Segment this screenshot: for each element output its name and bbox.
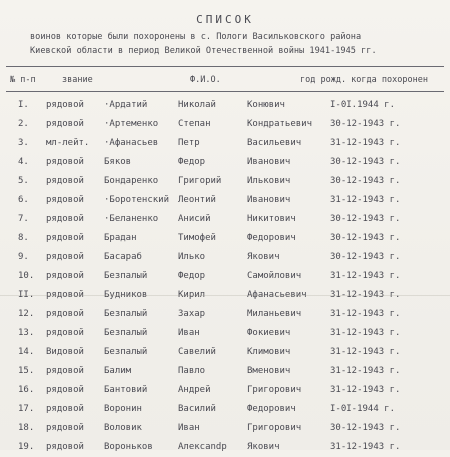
row-rank: рядовой	[46, 328, 84, 338]
row-number: I.	[18, 100, 29, 110]
row-burial-date: 31-12-1943 г.	[330, 290, 401, 300]
header-number: № п-п	[10, 75, 36, 85]
row-first-name: Николай	[178, 100, 216, 110]
row-rank: мл-лейт.	[46, 138, 90, 148]
row-number: 12.	[18, 309, 35, 319]
list-item	[0, 96, 450, 115]
row-rank: рядовой	[46, 176, 84, 186]
row-first-name: Тимофей	[178, 233, 216, 243]
list-item	[0, 115, 450, 134]
row-first-name: Федор	[178, 157, 206, 167]
row-surname: Бантовий	[104, 385, 148, 395]
document-title: СПИСОК	[196, 13, 254, 26]
row-rank: рядовой	[46, 442, 84, 452]
row-rank: рядовой	[46, 423, 84, 433]
row-surname: ·Артеменко	[104, 119, 159, 129]
list-item	[0, 229, 450, 248]
row-burial-date: 31-12-1943 г.	[330, 442, 401, 452]
row-burial-date: 31-12-1943 г.	[330, 195, 401, 205]
row-surname: Вороньков	[104, 442, 153, 452]
list-item	[0, 362, 450, 381]
row-patronymic: Федорович	[247, 233, 296, 243]
row-patronymic: Якович	[247, 442, 280, 452]
header-fio: Ф.И.О.	[190, 75, 221, 85]
header-bottom-rule	[6, 91, 444, 92]
row-surname: Бондаренко	[104, 176, 159, 186]
row-number: II.	[18, 290, 35, 300]
row-surname: Безпалый	[104, 347, 148, 357]
row-burial-date: 31-12-1943 г.	[330, 347, 401, 357]
soldier-list	[0, 96, 450, 457]
row-first-name: Андрей	[178, 385, 211, 395]
row-surname: Бяков	[104, 157, 132, 167]
row-patronymic: Фокиевич	[247, 328, 291, 338]
list-item	[0, 419, 450, 438]
row-surname: Будников	[104, 290, 148, 300]
row-first-name: Илько	[178, 252, 206, 262]
row-number: 4.	[18, 157, 29, 167]
row-surname: Балим	[104, 366, 132, 376]
row-number: 6.	[18, 195, 29, 205]
row-number: 7.	[18, 214, 29, 224]
row-number: 18.	[18, 423, 35, 433]
row-number: 15.	[18, 366, 35, 376]
row-patronymic: Григорович	[247, 385, 302, 395]
row-patronymic: Самойлович	[247, 271, 302, 281]
row-surname: Басараб	[104, 252, 142, 262]
list-item	[0, 438, 450, 457]
row-number: 9.	[18, 252, 29, 262]
header-rank: звание	[62, 75, 93, 85]
row-burial-date: 30-12-1943 г.	[330, 252, 401, 262]
list-item	[0, 400, 450, 419]
row-burial-date: 31-12-1943 г.	[330, 328, 401, 338]
row-burial-date: 31-12-1943 г.	[330, 271, 401, 281]
row-patronymic: Якович	[247, 252, 280, 262]
row-surname: Безпалый	[104, 309, 148, 319]
row-surname: Воловик	[104, 423, 142, 433]
row-burial-date: 30-12-1943 г.	[330, 423, 401, 433]
list-item	[0, 191, 450, 210]
row-first-name: Павло	[178, 366, 206, 376]
row-patronymic: Миланьевич	[247, 309, 302, 319]
list-item	[0, 134, 450, 153]
row-first-name: Иван	[178, 423, 200, 433]
row-rank: рядовой	[46, 309, 84, 319]
row-rank: рядовой	[46, 214, 84, 224]
row-burial-date: 30-12-1943 г.	[330, 119, 401, 129]
list-item	[0, 381, 450, 400]
row-patronymic: Вменович	[247, 366, 291, 376]
paper-fold	[0, 295, 450, 296]
header-top-rule	[6, 66, 444, 67]
row-first-name: Петр	[178, 138, 200, 148]
row-rank: рядовой	[46, 404, 84, 414]
row-first-name: Иван	[178, 328, 200, 338]
row-burial-date: I-0I-1944 г.	[330, 404, 396, 414]
row-number: 10.	[18, 271, 35, 281]
row-number: 5.	[18, 176, 29, 186]
row-number: 2.	[18, 119, 29, 129]
row-burial-date: I-0I.1944 г.	[330, 100, 396, 110]
row-surname: ·Ардатий	[104, 100, 148, 110]
row-surname: Брадан	[104, 233, 137, 243]
row-patronymic: Афанасьевич	[247, 290, 307, 300]
row-first-name: Захар	[178, 309, 206, 319]
row-rank: рядовой	[46, 195, 84, 205]
row-rank: рядовой	[46, 252, 84, 262]
row-rank: рядовой	[46, 271, 84, 281]
row-rank: рядовой	[46, 290, 84, 300]
row-rank: рядовой	[46, 119, 84, 129]
row-first-name: Леонтий	[178, 195, 216, 205]
row-patronymic: Иванович	[247, 195, 291, 205]
row-first-name: Анисий	[178, 214, 211, 224]
row-burial-date: 31-12-1943 г.	[330, 138, 401, 148]
row-burial-date: 31-12-1943 г.	[330, 366, 401, 376]
list-item	[0, 305, 450, 324]
row-patronymic: Конювич	[247, 100, 285, 110]
list-item	[0, 172, 450, 191]
row-number: 3.	[18, 138, 29, 148]
row-surname: Воронин	[104, 404, 142, 414]
document-subtitle-line2: Киевской области в период Великой Отечественной войны 1941-1945 гг.	[30, 46, 377, 56]
row-burial-date: 30-12-1943 г.	[330, 214, 401, 224]
row-rank: рядовой	[46, 385, 84, 395]
row-rank: рядовой	[46, 366, 84, 376]
row-rank: рядовой	[46, 157, 84, 167]
row-burial-date: 31-12-1943 г.	[330, 309, 401, 319]
list-item	[0, 210, 450, 229]
row-number: 14.	[18, 347, 35, 357]
list-item	[0, 248, 450, 267]
row-patronymic: Кондратьевич	[247, 119, 313, 129]
row-burial-date: 30-12-1943 г.	[330, 176, 401, 186]
row-first-name: Алексаndр	[178, 442, 227, 452]
row-rank: рядовой	[46, 233, 84, 243]
row-number: 17.	[18, 404, 35, 414]
list-item	[0, 324, 450, 343]
row-rank: рядовой	[46, 100, 84, 110]
row-patronymic: Никитович	[247, 214, 296, 224]
row-first-name: Федор	[178, 271, 206, 281]
row-first-name: Кирил	[178, 290, 206, 300]
row-surname: Безпалый	[104, 271, 148, 281]
row-first-name: Савелий	[178, 347, 216, 357]
row-number: 19.	[18, 442, 35, 452]
row-surname: ·Боротенский	[104, 195, 170, 205]
header-year: год рожд. когда похоронен	[300, 75, 428, 85]
row-surname: ·Беланенко	[104, 214, 159, 224]
row-rank: Видовой	[46, 347, 84, 357]
list-item	[0, 343, 450, 362]
row-surname: ·Афанасьев	[104, 138, 159, 148]
row-patronymic: Федорович	[247, 404, 296, 414]
list-item	[0, 267, 450, 286]
row-burial-date: 30-12-1943 г.	[330, 233, 401, 243]
row-first-name: Григорий	[178, 176, 222, 186]
row-patronymic: Климович	[247, 347, 291, 357]
row-patronymic: Григорович	[247, 423, 302, 433]
row-first-name: Степан	[178, 119, 211, 129]
row-surname: Безпалый	[104, 328, 148, 338]
row-patronymic: Илькович	[247, 176, 291, 186]
document-subtitle-line1: воинов которые были похоронены в с. Пологи Васильковского района	[30, 32, 362, 42]
row-patronymic: Васильевич	[247, 138, 302, 148]
row-number: 13.	[18, 328, 35, 338]
list-item	[0, 153, 450, 172]
row-number: 16.	[18, 385, 35, 395]
row-burial-date: 30-12-1943 г.	[330, 157, 401, 167]
row-first-name: Василий	[178, 404, 216, 414]
row-number: 8.	[18, 233, 29, 243]
row-burial-date: 31-12-1943 г.	[330, 385, 401, 395]
row-patronymic: Иванович	[247, 157, 291, 167]
